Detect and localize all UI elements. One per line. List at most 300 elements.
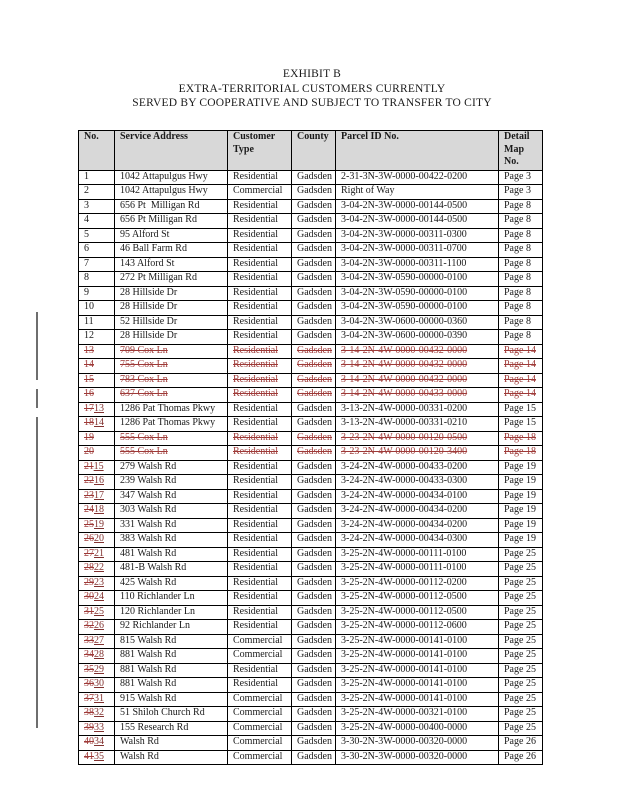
header-customer-type: Customer Type	[228, 131, 292, 171]
cell-customer-type: Commercial	[228, 721, 292, 736]
cell-detail-map: Page 18	[499, 431, 543, 446]
cell-service-address: 120 Richlander Ln	[115, 605, 228, 620]
old-row-number: 39	[84, 721, 94, 733]
cell-county: Gadsden	[292, 518, 336, 533]
cell-service-address: 28 Hillside Dr	[115, 301, 228, 316]
old-row-number: 35	[84, 663, 94, 675]
table-row	[79, 286, 543, 301]
old-row-number: 24	[84, 504, 94, 515]
header-detail-map: Detail Map No.	[499, 131, 543, 171]
cell-no: 16	[79, 388, 115, 403]
table-row	[79, 518, 543, 533]
cell-detail-map: Page 25	[499, 591, 543, 606]
cell-no: 5	[79, 228, 115, 243]
cell-parcel-id: Right of Way	[336, 185, 499, 200]
cell-no: 12	[79, 330, 115, 345]
title-line-2: EXTRA-TERRITORIAL CUSTOMERS CURRENTLY	[178, 82, 446, 95]
cell-customer-type: Commercial	[228, 736, 292, 751]
cell-no	[79, 417, 115, 432]
cell-county: Gadsden	[292, 388, 336, 403]
table-row	[79, 591, 543, 606]
cell-parcel-id: 3-04-2N-3W-0000-00311-0300	[336, 228, 499, 243]
cell-parcel-id: 3-24-2N-4W-0000-00433-0200	[336, 460, 499, 475]
cell-detail-map: Page 14	[499, 359, 543, 374]
table-row	[79, 692, 543, 707]
cell-customer-type: Residential	[228, 446, 292, 461]
cell-no	[79, 750, 115, 765]
new-row-number: 31	[94, 692, 104, 704]
old-row-number: 29	[84, 576, 94, 588]
old-row-number: 18	[84, 417, 94, 428]
table-row	[79, 576, 543, 591]
customer-table	[78, 130, 543, 765]
title-line-1: EXHIBIT B	[282, 68, 342, 80]
cell-no	[79, 475, 115, 490]
cell-service-address: Walsh Rd	[115, 736, 228, 751]
cell-parcel-id: 3-14-2N-4W-0000-00432-0000	[336, 373, 499, 388]
table-row	[79, 315, 543, 330]
cell-county: Gadsden	[292, 185, 336, 200]
cell-customer-type: Residential	[228, 301, 292, 316]
table-row	[79, 547, 543, 562]
cell-service-address: 481 Walsh Rd	[115, 547, 228, 562]
cell-county: Gadsden	[292, 663, 336, 678]
cell-parcel-id: 3-25-2N-4W-0000-00112-0200	[336, 576, 499, 591]
cell-parcel-id: 3-23-2N-4W-0000-00120-3400	[336, 446, 499, 461]
cell-parcel-id: 3-13-2N-4W-0000-00331-0210	[336, 417, 499, 432]
cell-no	[79, 504, 115, 519]
cell-no: 2	[79, 185, 115, 200]
cell-no: 6	[79, 243, 115, 258]
old-row-number: 34	[84, 649, 94, 660]
table-row	[79, 228, 543, 243]
cell-customer-type: Residential	[228, 591, 292, 606]
cell-county: Gadsden	[292, 504, 336, 519]
cell-service-address: 95 Alford St	[115, 228, 228, 243]
cell-customer-type: Residential	[228, 678, 292, 693]
cell-customer-type: Residential	[228, 460, 292, 475]
table-row	[79, 402, 543, 417]
table-row	[79, 417, 543, 432]
table-row	[79, 170, 543, 185]
cell-no	[79, 721, 115, 736]
cell-no: 9	[79, 286, 115, 301]
cell-parcel-id: 3-04-2N-3W-0590-00000-0100	[336, 286, 499, 301]
cell-customer-type: Residential	[228, 330, 292, 345]
new-row-number: 25	[94, 605, 104, 617]
cell-detail-map: Page 19	[499, 504, 543, 519]
cell-no: 14	[79, 359, 115, 374]
cell-detail-map: Page 19	[499, 489, 543, 504]
cell-detail-map: Page 8	[499, 243, 543, 258]
cell-detail-map: Page 8	[499, 228, 543, 243]
cell-county: Gadsden	[292, 228, 336, 243]
cell-customer-type: Residential	[228, 228, 292, 243]
cell-county: Gadsden	[292, 707, 336, 722]
cell-customer-type: Residential	[228, 388, 292, 403]
cell-no	[79, 460, 115, 475]
cell-parcel-id: 3-30-2N-3W-0000-00320-0000	[336, 750, 499, 765]
cell-parcel-id: 3-25-2N-4W-0000-00112-0500	[336, 605, 499, 620]
new-row-number: 14	[94, 417, 104, 428]
cell-detail-map: Page 8	[499, 301, 543, 316]
cell-county: Gadsden	[292, 721, 336, 736]
table-row	[79, 272, 543, 287]
cell-customer-type: Residential	[228, 214, 292, 229]
table-row	[79, 214, 543, 229]
revision-change-bar	[36, 389, 38, 408]
cell-detail-map: Page 19	[499, 533, 543, 548]
cell-no	[79, 620, 115, 635]
cell-no	[79, 692, 115, 707]
cell-parcel-id: 3-04-2N-3W-0000-00144-0500	[336, 214, 499, 229]
cell-county: Gadsden	[292, 315, 336, 330]
old-row-number: 27	[84, 547, 94, 559]
new-row-number: 15	[93, 460, 104, 472]
cell-no	[79, 402, 115, 417]
new-row-number: 33	[94, 721, 104, 733]
cell-service-address: 656 Pt Milligan Rd	[115, 199, 228, 214]
cell-county: Gadsden	[292, 214, 336, 229]
new-row-number: 34	[94, 736, 104, 747]
cell-no	[79, 518, 115, 533]
cell-parcel-id: 3-04-2N-3W-0600-00000-0360	[336, 315, 499, 330]
cell-no	[79, 591, 115, 606]
cell-no	[79, 489, 115, 504]
cell-detail-map: Page 26	[499, 750, 543, 765]
cell-no	[79, 707, 115, 722]
table-row	[79, 185, 543, 200]
cell-customer-type: Commercial	[228, 707, 292, 722]
table-row	[79, 330, 543, 345]
header-parcel-id: Parcel ID No.	[336, 131, 499, 171]
table-row	[79, 489, 543, 504]
cell-customer-type: Residential	[228, 533, 292, 548]
cell-service-address: 1286 Pat Thomas Pkwy	[115, 417, 228, 432]
cell-county: Gadsden	[292, 605, 336, 620]
cell-parcel-id: 3-30-2N-3W-0000-00320-0000	[336, 736, 499, 751]
cell-county: Gadsden	[292, 170, 336, 185]
old-row-number: 33	[84, 634, 94, 646]
cell-county: Gadsden	[292, 243, 336, 258]
table-row	[79, 634, 543, 649]
cell-service-address: 481-B Walsh Rd	[115, 562, 228, 577]
cell-service-address: 51 Shiloh Church Rd	[115, 707, 228, 722]
cell-customer-type: Residential	[228, 489, 292, 504]
cell-county: Gadsden	[292, 547, 336, 562]
cell-no	[79, 634, 115, 649]
cell-no	[79, 663, 115, 678]
cell-no	[79, 576, 115, 591]
cell-service-address: 555 Cox Ln	[115, 431, 228, 446]
cell-service-address: 656 Pt Milligan Rd	[115, 214, 228, 229]
cell-detail-map: Page 14	[499, 344, 543, 359]
cell-county: Gadsden	[292, 359, 336, 374]
new-row-number: 28	[94, 649, 104, 660]
cell-county: Gadsden	[292, 460, 336, 475]
old-row-number: 25	[84, 518, 94, 530]
cell-detail-map: Page 8	[499, 330, 543, 345]
cell-service-address: 425 Walsh Rd	[115, 576, 228, 591]
cell-service-address: 1042 Attapulgus Hwy	[115, 185, 228, 200]
old-row-number: 32	[84, 620, 94, 631]
cell-no: 20	[79, 446, 115, 461]
cell-customer-type: Residential	[228, 272, 292, 287]
table-row	[79, 388, 543, 403]
cell-detail-map: Page 8	[499, 286, 543, 301]
cell-customer-type: Commercial	[228, 185, 292, 200]
cell-parcel-id: 3-25-2N-4W-0000-00112-0600	[336, 620, 499, 635]
cell-parcel-id: 3-25-2N-4W-0000-00111-0100	[336, 562, 499, 577]
new-row-number: 27	[94, 634, 104, 646]
cell-parcel-id: 3-25-2N-4W-0000-00112-0500	[336, 591, 499, 606]
cell-customer-type: Commercial	[228, 750, 292, 765]
header-no: No.	[79, 131, 115, 171]
header-county: County	[292, 131, 336, 171]
cell-customer-type: Residential	[228, 562, 292, 577]
new-row-number: 29	[94, 663, 104, 675]
cell-customer-type: Residential	[228, 663, 292, 678]
cell-detail-map: Page 19	[499, 518, 543, 533]
table-header-row	[79, 131, 543, 171]
cell-customer-type: Commercial	[228, 649, 292, 664]
cell-service-address: 755 Cox Ln	[115, 359, 228, 374]
new-row-number: 19	[94, 518, 104, 530]
table-row	[79, 750, 543, 765]
cell-parcel-id: 3-14-2N-4W-0000-00432-0000	[336, 344, 499, 359]
cell-service-address: 52 Hillside Dr	[115, 315, 228, 330]
cell-detail-map: Page 8	[499, 199, 543, 214]
cell-county: Gadsden	[292, 692, 336, 707]
cell-parcel-id: 3-25-2N-4W-0000-00111-0100	[336, 547, 499, 562]
cell-detail-map: Page 3	[499, 185, 543, 200]
cell-detail-map: Page 25	[499, 692, 543, 707]
cell-no: 13	[79, 344, 115, 359]
cell-detail-map: Page 8	[499, 214, 543, 229]
cell-detail-map: Page 15	[499, 417, 543, 432]
cell-detail-map: Page 19	[499, 475, 543, 490]
cell-customer-type: Residential	[228, 286, 292, 301]
table-row	[79, 605, 543, 620]
cell-parcel-id: 3-04-2N-3W-0000-00144-0500	[336, 199, 499, 214]
cell-parcel-id: 3-24-2N-4W-0000-00434-0200	[336, 504, 499, 519]
table-row	[79, 344, 543, 359]
cell-detail-map: Page 25	[499, 547, 543, 562]
old-row-number: 37	[84, 692, 94, 704]
cell-customer-type: Commercial	[228, 692, 292, 707]
table-row	[79, 446, 543, 461]
cell-customer-type: Residential	[228, 170, 292, 185]
cell-service-address: 637 Cox Ln	[115, 388, 228, 403]
new-row-number: 30	[94, 678, 104, 689]
cell-county: Gadsden	[292, 301, 336, 316]
cell-parcel-id: 3-24-2N-4W-0000-00434-0100	[336, 489, 499, 504]
cell-service-address: 279 Walsh Rd	[115, 460, 228, 475]
cell-county: Gadsden	[292, 330, 336, 345]
cell-detail-map: Page 3	[499, 170, 543, 185]
cell-customer-type: Residential	[228, 475, 292, 490]
cell-no: 10	[79, 301, 115, 316]
old-row-number: 26	[84, 533, 94, 544]
new-row-number: 20	[94, 533, 104, 544]
cell-detail-map: Page 14	[499, 373, 543, 388]
cell-parcel-id: 3-24-2N-4W-0000-00433-0300	[336, 475, 499, 490]
table-row	[79, 431, 543, 446]
cell-service-address: 815 Walsh Rd	[115, 634, 228, 649]
cell-service-address: 555 Cox Ln	[115, 446, 228, 461]
table-row	[79, 533, 543, 548]
cell-no: 3	[79, 199, 115, 214]
table-row	[79, 475, 543, 490]
cell-parcel-id: 3-04-2N-3W-0000-00311-1100	[336, 257, 499, 272]
cell-customer-type: Residential	[228, 402, 292, 417]
cell-county: Gadsden	[292, 417, 336, 432]
old-row-number: 23	[84, 489, 94, 501]
cell-county: Gadsden	[292, 475, 336, 490]
cell-service-address: 28 Hillside Dr	[115, 286, 228, 301]
cell-customer-type: Residential	[228, 518, 292, 533]
cell-service-address: 239 Walsh Rd	[115, 475, 228, 490]
cell-service-address: Walsh Rd	[115, 750, 228, 765]
old-row-number: 36	[84, 678, 94, 689]
cell-no	[79, 649, 115, 664]
cell-service-address: 155 Research Rd	[115, 721, 228, 736]
cell-no: 1	[79, 170, 115, 185]
table-row	[79, 359, 543, 374]
new-row-number: 22	[94, 562, 104, 573]
cell-parcel-id: 3-24-2N-4W-0000-00434-0200	[336, 518, 499, 533]
cell-detail-map: Page 25	[499, 562, 543, 577]
cell-parcel-id: 3-04-2N-3W-0000-00311-0700	[336, 243, 499, 258]
cell-customer-type: Residential	[228, 431, 292, 446]
cell-customer-type: Residential	[228, 359, 292, 374]
cell-detail-map: Page 8	[499, 257, 543, 272]
cell-detail-map: Page 8	[499, 315, 543, 330]
cell-customer-type: Residential	[228, 620, 292, 635]
cell-parcel-id: 3-14-2N-4W-0000-00432-0000	[336, 359, 499, 374]
new-row-number: 13	[94, 402, 104, 414]
table-row	[79, 243, 543, 258]
table-row	[79, 301, 543, 316]
cell-service-address: 1286 Pat Thomas Pkwy	[115, 402, 228, 417]
cell-customer-type: Residential	[228, 199, 292, 214]
cell-no: 8	[79, 272, 115, 287]
cell-customer-type: Residential	[228, 373, 292, 388]
cell-service-address: 110 Richlander Ln	[115, 591, 228, 606]
old-row-number: 41	[84, 750, 94, 762]
cell-county: Gadsden	[292, 489, 336, 504]
new-row-number: 18	[94, 504, 104, 515]
cell-service-address: 915 Walsh Rd	[115, 692, 228, 707]
table-row	[79, 562, 543, 577]
new-row-number: 24	[94, 591, 104, 602]
table-row	[79, 620, 543, 635]
cell-county: Gadsden	[292, 634, 336, 649]
cell-service-address: 143 Alford St	[115, 257, 228, 272]
table-row	[79, 373, 543, 388]
cell-service-address: 783 Cox Ln	[115, 373, 228, 388]
new-row-number: 23	[94, 576, 104, 588]
cell-detail-map: Page 25	[499, 678, 543, 693]
title-line-3: SERVED BY COOPERATIVE AND SUBJECT TO TRANSFER TO CITY	[132, 97, 492, 109]
cell-customer-type: Residential	[228, 243, 292, 258]
cell-detail-map: Page 25	[499, 721, 543, 736]
header-service-address: Service Address	[115, 131, 228, 171]
cell-detail-map: Page 15	[499, 402, 543, 417]
table-row	[79, 678, 543, 693]
cell-no: 7	[79, 257, 115, 272]
table-row	[79, 736, 543, 751]
cell-parcel-id: 3-04-2N-3W-0590-00000-0100	[336, 301, 499, 316]
customer-table-body	[79, 170, 543, 765]
cell-detail-map: Page 8	[499, 272, 543, 287]
table-row	[79, 199, 543, 214]
cell-county: Gadsden	[292, 620, 336, 635]
cell-detail-map: Page 25	[499, 663, 543, 678]
cell-detail-map: Page 25	[499, 634, 543, 649]
cell-customer-type: Residential	[228, 547, 292, 562]
cell-parcel-id: 3-14-2N-4W-0000-00433-0000	[336, 388, 499, 403]
cell-county: Gadsden	[292, 199, 336, 214]
cell-service-address: 881 Walsh Rd	[115, 678, 228, 693]
cell-parcel-id: 3-25-2N-4W-0000-00141-0100	[336, 663, 499, 678]
cell-county: Gadsden	[292, 562, 336, 577]
revision-change-bar	[36, 312, 38, 380]
cell-parcel-id: 3-25-2N-4W-0000-00321-0100	[336, 707, 499, 722]
cell-parcel-id: 2-31-3N-3W-0000-00422-0200	[336, 170, 499, 185]
cell-parcel-id: 3-13-2N-4W-0000-00331-0200	[336, 402, 499, 417]
new-row-number: 21	[94, 547, 104, 559]
cell-county: Gadsden	[292, 446, 336, 461]
cell-customer-type: Residential	[228, 344, 292, 359]
old-row-number: 31	[84, 605, 94, 617]
table-row	[79, 504, 543, 519]
cell-detail-map: Page 25	[499, 620, 543, 635]
cell-county: Gadsden	[292, 649, 336, 664]
cell-county: Gadsden	[292, 272, 336, 287]
table-row	[79, 460, 543, 475]
cell-no	[79, 562, 115, 577]
cell-parcel-id: 3-25-2N-4W-0000-00141-0100	[336, 692, 499, 707]
cell-detail-map: Page 26	[499, 736, 543, 751]
cell-service-address: 709 Cox Ln	[115, 344, 228, 359]
cell-service-address: 46 Ball Farm Rd	[115, 243, 228, 258]
cell-county: Gadsden	[292, 678, 336, 693]
cell-service-address: 383 Walsh Rd	[115, 533, 228, 548]
cell-customer-type: Residential	[228, 605, 292, 620]
old-row-number: 40	[84, 736, 94, 747]
cell-service-address: 272 Pt Milligan Rd	[115, 272, 228, 287]
new-row-number: 35	[94, 750, 104, 762]
cell-county: Gadsden	[292, 750, 336, 765]
new-row-number: 16	[94, 475, 104, 486]
cell-service-address: 92 Richlander Ln	[115, 620, 228, 635]
table-row	[79, 649, 543, 664]
cell-county: Gadsden	[292, 431, 336, 446]
cell-county: Gadsden	[292, 402, 336, 417]
cell-county: Gadsden	[292, 576, 336, 591]
cell-county: Gadsden	[292, 344, 336, 359]
old-row-number: 38	[84, 707, 94, 718]
cell-customer-type: Residential	[228, 576, 292, 591]
cell-detail-map: Page 14	[499, 388, 543, 403]
table-row	[79, 257, 543, 272]
old-row-number: 30	[84, 591, 94, 602]
cell-county: Gadsden	[292, 286, 336, 301]
cell-parcel-id: 3-25-2N-4W-0000-00141-0100	[336, 649, 499, 664]
revision-change-bar	[36, 417, 38, 728]
cell-county: Gadsden	[292, 591, 336, 606]
